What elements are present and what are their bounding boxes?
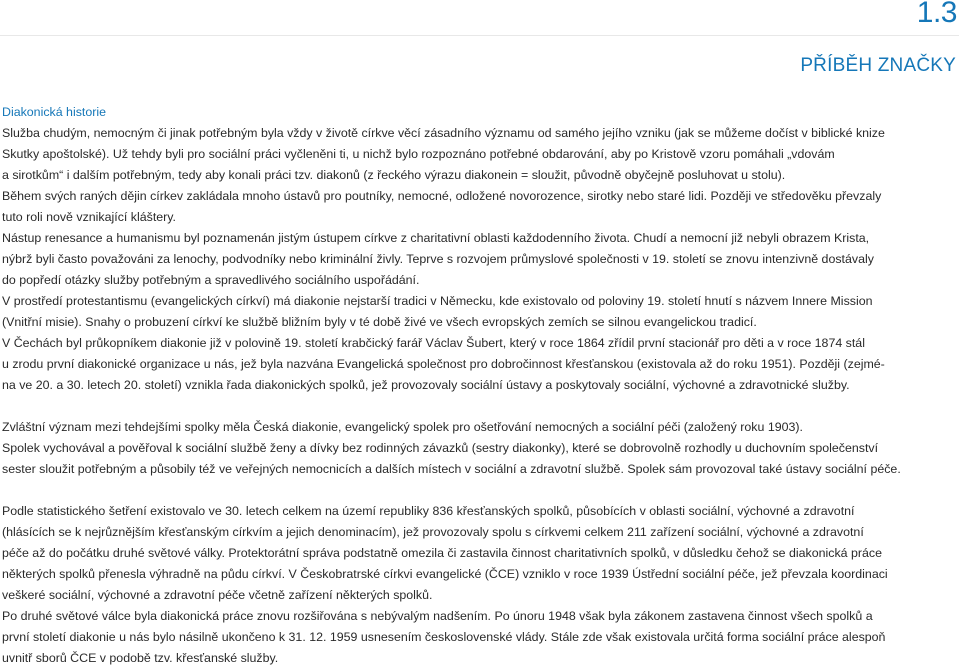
text-line: Spolek vychovával a pověřoval k sociální službě ženy a dívky bez rodinných závazků (sestry diakonky), které se dobrovolně rozhodly u duchovním společenství (2, 441, 879, 455)
page-title: PŘÍBĚH ZNAČKY (800, 55, 956, 76)
section-number: 1.3 (916, 0, 957, 29)
text-line: (Vnitřní misie). Snahy o probuzení církví ke službě bližním byly v té době živé ve všech evropských zemích se silnou evangelickou tradicí. (2, 315, 757, 329)
text-line: (hlásících se k nejrůznějším křesťanským církvím a jejich denominacím), jež provozovaly spolu s církvemi celkem 211 zařízení sociální, výchovné a zdravotní (2, 525, 864, 539)
text-line: Po druhé světové válce byla diakonická práce znovu rozšiřována s nebývalým nadšením. Po únoru 1948 však byla zákonem zastavena činnost všech spolků a (2, 609, 873, 623)
text-line: na ve 20. a 30. letech 20. století) vznikla řada diakonických spolků, jež provozovaly sociální ústavy a poskytovaly sociální, výchovné a zdravotnické služby. (2, 378, 850, 392)
text-line: Služba chudým, nemocným či jinak potřebným byla vždy v životě církve věcí zásadního významu od samého jejího vzniku (jak se můžeme dočíst v biblické knize (2, 126, 885, 140)
text-line: V Čechách byl průkopníkem diakonie již v polovině 19. století krabčický farář Václav Šubert, který v roce 1864 zřídil první stacionář pro děti a v roce 1874 stál (2, 336, 865, 350)
text-line: u zrodu první diakonické organizace u nás, jež byla nazvána Evangelická společnost pro dobročinnost křesťanskou (existovala až do roku 1951). Později (zejmé- (2, 357, 885, 371)
text-line: první století diakonie u nás bylo násilně ukončeno k 31. 12. 1959 usnesením československé vlády. Stále zde však existovala určitá forma sociální práce alespoň (2, 630, 886, 644)
text-line: a sirotkům“ i dalším potřebným, tedy aby konali práci tzv. diakonů (z řeckého výrazu diakonein = sloužit, původně obyčejně posluhovat u stolu). (2, 168, 786, 182)
article-lines (2, 123, 957, 669)
text-line: Zvláštní význam mezi tehdejšími spolky měla Česká diakonie, evangelický spolek pro ošetřování nemocných a sociální péči (založený roku 1903). (2, 420, 803, 434)
header-divider (0, 35, 959, 36)
text-line: některých spolků přenesla výhradně na půdu církví. V Českobratrské církvi evangelické (ČCE) vzniklo v roce 1939 Ústřední sociální péče, jež převzala koordinaci (2, 567, 888, 581)
paragraph-gap (2, 480, 957, 501)
text-line: V prostředí protestantismu (evangelických církví) má diakonie nejstarší tradici v Německu, kde existovalo od poloviny 19. století hnutí s názvem Innere Mission (2, 294, 873, 308)
text-line: Během svých raných dějin církev zakládala mnoho ústavů pro poutníky, nemocné, odložené novorozence, sirotky nebo staré lidi. Později ve středověku převzaly (2, 189, 882, 203)
subheading: Diakonická historie (2, 105, 106, 119)
text-line: uvnitř sborů ČCE v podobě tzv. křesťanské služby. (2, 651, 279, 665)
paragraph-gap (2, 396, 957, 417)
text-line: do popředí otázky služby potřebným a spravedlivého sociálního uspořádání. (2, 273, 420, 287)
text-line: Nástup renesance a humanismu byl poznamenán jistým ústupem církve z charitativní oblasti každodenního života. Chudí a nemocní již nebyli obrazem Krista, (2, 231, 870, 245)
text-line: Podle statistického šetření existovalo ve 30. letech celkem na území republiky 836 křesťanských spolků, působících v oblasti sociální, výchovné a zdravotní (2, 504, 855, 518)
text-line: Skutky apoštolské). Už tehdy byli pro sociální práci vyčleněni ti, u nichž bylo rozpoznáno potřebné obdarování, aby po Kristově vzoru pomáhali „vdovám (2, 147, 835, 161)
text-line: tuto roli nově vznikající kláštery. (2, 210, 176, 224)
text-line: péče až do počátku druhé světové války. Protektorátní správa podstatně omezila či zastavila činnost charitativních spolků, v důsledku čehož se diakonická práce (2, 546, 882, 560)
text-line: nýbrž byli často považováni za lenochy, podvodníky nebo kriminální živly. Teprve s rozvojem průmyslové společnosti v 19. století se znovu intenzivně dostávaly (2, 252, 874, 266)
text-line: veškeré sociální, výchovné a zdravotní péče včetně zařízení některých spolků. (2, 588, 433, 602)
article-body (2, 102, 957, 669)
text-line: sester sloužit potřebným a působily též ve veřejných nemocnicích a dalších místech v sociální a zdravotní službě. Spolek sám provozoval také ústavy sociální péče. (2, 462, 901, 476)
